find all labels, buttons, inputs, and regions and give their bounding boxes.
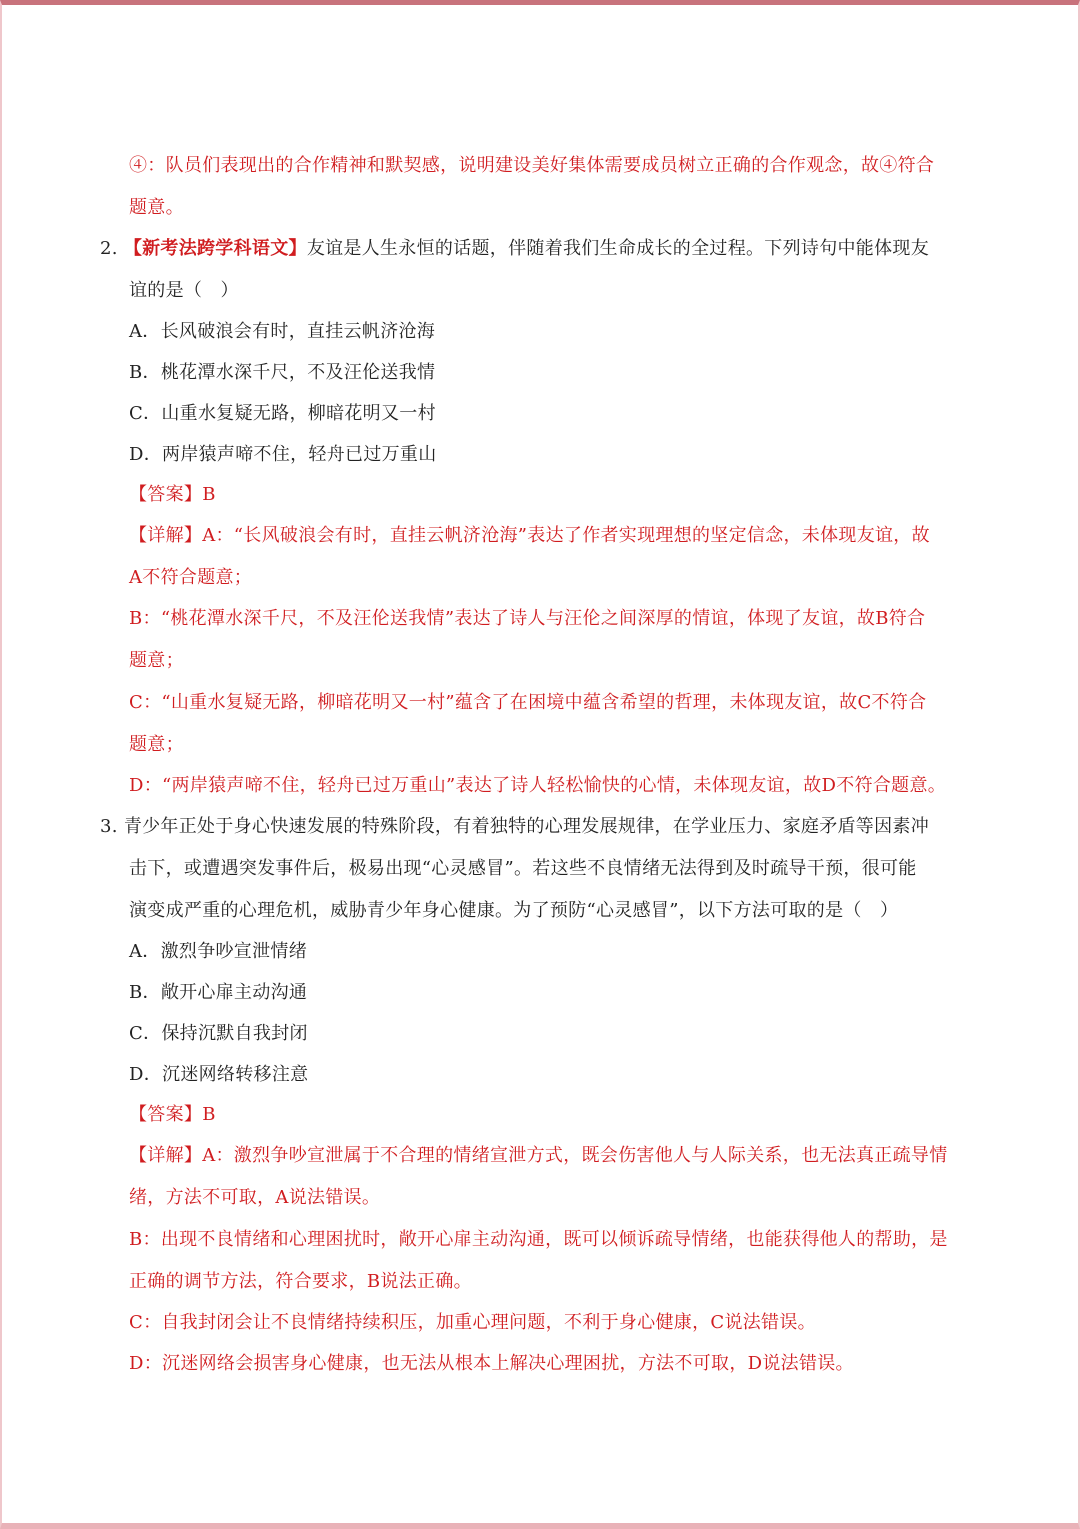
q3-explanation-line-6: D：沉迷网络会损害身心健康，也无法从根本上解决心理困扰，方法不可取，D说法错误。 <box>129 1353 854 1374</box>
q2-option-a: A．长风破浪会有时，直挂云帆济沧海 <box>129 321 436 342</box>
q2-number: 2. <box>100 238 118 259</box>
q3-explanation-line-3: B：出现不良情绪和心理困扰时，敞开心扉主动沟通，既可以倾诉疏导情绪，也能获得他人的帮助，是 <box>129 1229 948 1250</box>
q1-explanation-line-4-cont: 题意。 <box>129 197 184 218</box>
q2-explanation-line-3: B：“桃花潭水深千尺，不及汪伦送我情”表达了诗人与汪伦之间深厚的情谊，体现了友谊，故B符合 <box>129 608 926 629</box>
q2-answer-label: 【答案】 <box>129 484 203 505</box>
q2-explanation-label: 【详解】 <box>129 525 203 546</box>
q3-explanation-line-5: C：自我封闭会让不良情绪持续积压，加重心理问题，不利于身心健康，C说法错误。 <box>129 1312 816 1333</box>
q2-explanation-line-2: A不符合题意； <box>129 567 253 588</box>
q2-explanation-line-6: 题意； <box>129 734 184 755</box>
q2-answer-value: B <box>202 484 216 505</box>
q2-explanation-line-5: C：“山重水复疑无路，柳暗花明又一村”蕴含了在困境中蕴含希望的哲理，未体现友谊，故C不符合 <box>129 692 927 713</box>
q3-option-b: B．敞开心扉主动沟通 <box>129 982 308 1003</box>
q2-stem-line-1 <box>100 237 986 261</box>
q2-stem-line-2: 谊的是（ ） <box>129 280 239 301</box>
q3-answer <box>129 1103 986 1127</box>
q2-option-c: C．山重水复疑无路，柳暗花明又一村 <box>129 403 436 424</box>
q3-answer-value: B <box>202 1104 216 1125</box>
q2-option-d: D．两岸猿声啼不住，轻舟已过万重山 <box>129 444 437 465</box>
q1-explanation-line-4: ④：队员们表现出的合作精神和默契感，说明建设美好集体需要成员树立正确的合作观念，故④符合 <box>129 155 935 176</box>
q3-explanation-line-4: 正确的调节方法，符合要求，B说法正确。 <box>129 1271 472 1292</box>
q3-option-d: D．沉迷网络转移注意 <box>129 1064 309 1085</box>
q3-number: 3. <box>100 816 118 837</box>
q3-stem-line-3: 演变成严重的心理危机，威胁青少年身心健康。为了预防“心灵感冒”，以下方法可取的是（ ） <box>129 900 899 921</box>
q2-tag: 【新考法跨学科语文】 <box>123 238 307 259</box>
q3-explanation-line-2: 绪，方法不可取，A说法错误。 <box>129 1187 381 1208</box>
q3-option-a: A．激烈争吵宣泄情绪 <box>129 941 307 962</box>
q3-explanation-label: 【详解】 <box>129 1145 203 1166</box>
q3-answer-label: 【答案】 <box>129 1104 203 1125</box>
q2-answer <box>129 483 986 507</box>
q3-stem-line-2: 击下，或遭遇突发事件后，极易出现“心灵感冒”。若这些不良情绪无法得到及时疏导干预，很可能 <box>129 858 917 879</box>
q2-explanation-line-7: D：“两岸猿声啼不住，轻舟已过万重山”表达了诗人轻松愉快的心情，未体现友谊，故D不符合题意。 <box>129 775 947 796</box>
q2-stem-text: 友谊是人生永恒的话题，伴随着我们生命成长的全过程。下列诗句中能体现友 <box>306 238 930 259</box>
q2-explanation-line-4: 题意； <box>129 650 184 671</box>
q2-option-b: B．桃花潭水深千尺，不及汪伦送我情 <box>129 362 436 383</box>
q3-explanation-line-1: 【详解】A：激烈争吵宣泄属于不合理的情绪宣泄方式，既会伤害他人与人际关系，也无法真正疏导情 <box>129 1145 948 1166</box>
q2-explanation-line-1: 【详解】A：“长风破浪会有时，直挂云帆济沧海”表达了作者实现理想的坚定信念，未体现友谊，故 <box>129 525 930 546</box>
q3-stem-line-1: 3. 青少年正处于身心快速发展的特殊阶段，有着独特的心理发展规律，在学业压力、家庭矛盾等因素冲 <box>100 816 930 837</box>
q3-option-c: C．保持沉默自我封闭 <box>129 1023 308 1044</box>
